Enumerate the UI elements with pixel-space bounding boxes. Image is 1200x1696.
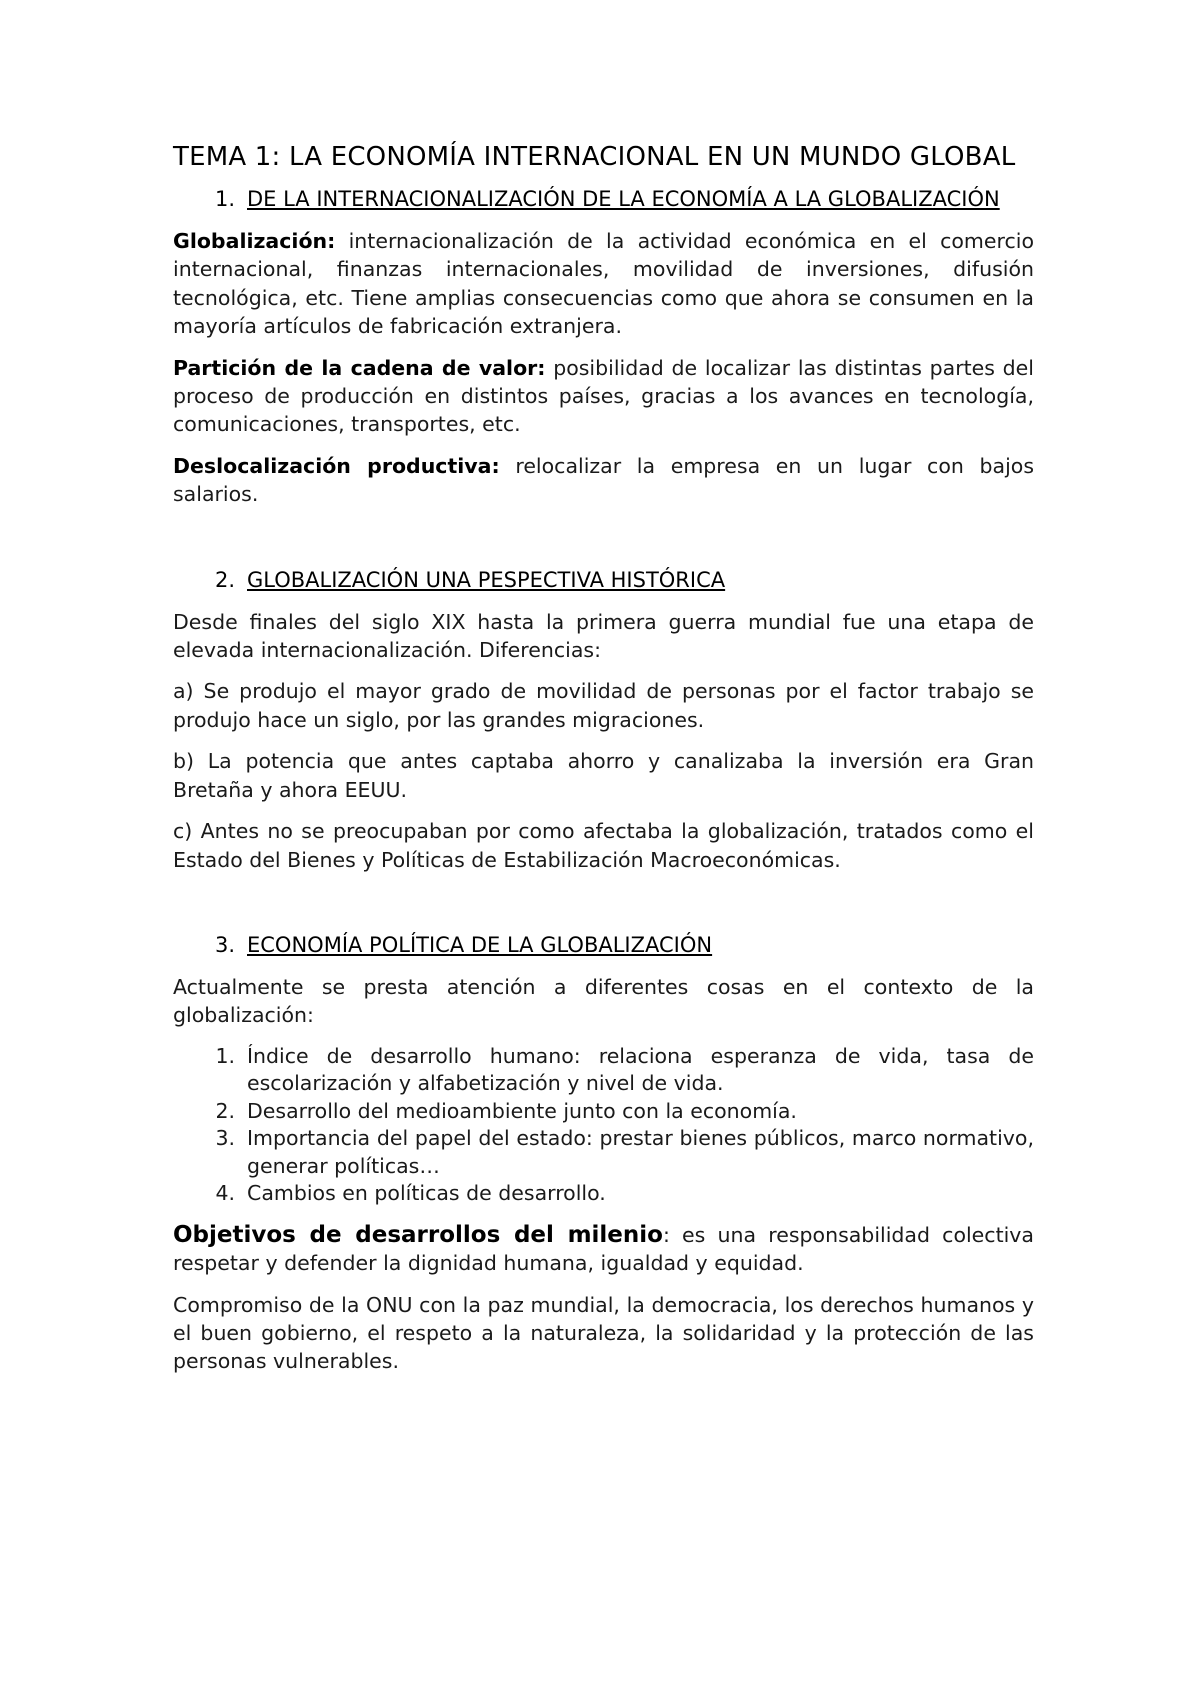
section-3-heading [173,931,1034,959]
list-text: Índice de desarrollo humano: relaciona esperanza de vida, tasa de escolarización y alfabetización y nivel de vida. [247,1043,1034,1096]
section-2-heading [173,566,1034,594]
objectives-term: Objetivos de desarrollos del milenio [173,1221,663,1248]
definition-paragraph [173,227,1034,341]
list-number: 3. [215,1126,235,1151]
section-number: 3. [214,932,235,957]
numbered-list [173,1043,1034,1208]
document-content [173,140,1034,1389]
list-number: 1. [215,1043,235,1068]
list-item [173,1043,1034,1098]
list-item [173,1125,1034,1180]
body-paragraph: c) Antes no se preocupaban por como afectaba la globalización, tratados como el Estado del Bienes y Políticas de Estabilización Macroeconómicas. [173,819,1034,872]
definition-text: relocalizar la empresa en un lugar con bajos salarios. [173,453,1034,507]
body-paragraph: Desde finales del siglo XIX hasta la primera guerra mundial fue una etapa de elevada internacionalización. Diferencias: [173,609,1034,663]
list-text: Importancia del papel del estado: prestar bienes públicos, marco normativo, generar políticas… [247,1126,1034,1178]
section-title: DE LA INTERNACIONALIZACIÓN DE LA ECONOMÍA A LA GLOBALIZACIÓN [247,187,1000,211]
list-number: 2. [215,1098,235,1123]
body-paragraph: Compromiso de la ONU con la paz mundial, la democracia, los derechos humanos y el buen gobierno, el respeto a la naturaleza, la solidaridad y la protección de las personas vulnerables. [173,1292,1034,1374]
body-paragraph: a) Se produjo el mayor grado de movilidad de personas por el factor trabajo se produjo hace un siglo, por las grandes migraciones. [173,679,1034,732]
section-title: ECONOMÍA POLÍTICA DE LA GLOBALIZACIÓN [247,932,713,957]
definition-text: posibilidad de localizar las distintas partes del proceso de producción en distintos países, gracias a los avances en tecnología, comunicaciones, transportes, etc. [173,355,1034,437]
section-1-heading [173,185,1034,213]
definition-term: Partición de la cadena de valor: [173,355,546,380]
objectives-paragraph [173,1221,1034,1278]
definition-text: internacionalización de la actividad económica en el comercio internacional, finanzas internacionales, movilidad de inversiones, difusión tecnológica, etc. Tiene amplias consecuencias como que ahora se consumen en la mayoría artículos de fabricación extranjera. [173,229,1034,339]
definition-term: Deslocalización productiva: [173,453,500,478]
body-paragraph: b) La potencia que antes captaba ahorro y canalizaba la inversión era Gran Bretaña y ahora EEUU. [173,749,1034,802]
section-title: GLOBALIZACIÓN UNA PESPECTIVA HISTÓRICA [247,567,726,592]
list-text: Cambios en políticas de desarrollo. [247,1181,606,1206]
list-number: 4. [215,1181,235,1206]
list-item [173,1098,1034,1126]
document-title: TEMA 1: LA ECONOMÍA INTERNACIONAL EN UN MUNDO GLOBAL [173,142,1016,172]
definition-term: Globalización: [173,229,336,253]
definition-paragraph [173,452,1034,509]
section-number: 2. [214,567,235,592]
list-text: Desarrollo del medioambiente junto con la economía. [247,1098,797,1123]
section-number: 1. [214,187,235,211]
body-paragraph: Actualmente se presta atención a diferentes cosas en el contexto de la globalización: [173,974,1034,1028]
list-item [173,1180,1034,1208]
definition-paragraph [173,354,1034,439]
objectives-text: : es una responsabilidad colectiva respetar y defender la dignidad humana, igualdad y equidad. [173,1222,1034,1276]
